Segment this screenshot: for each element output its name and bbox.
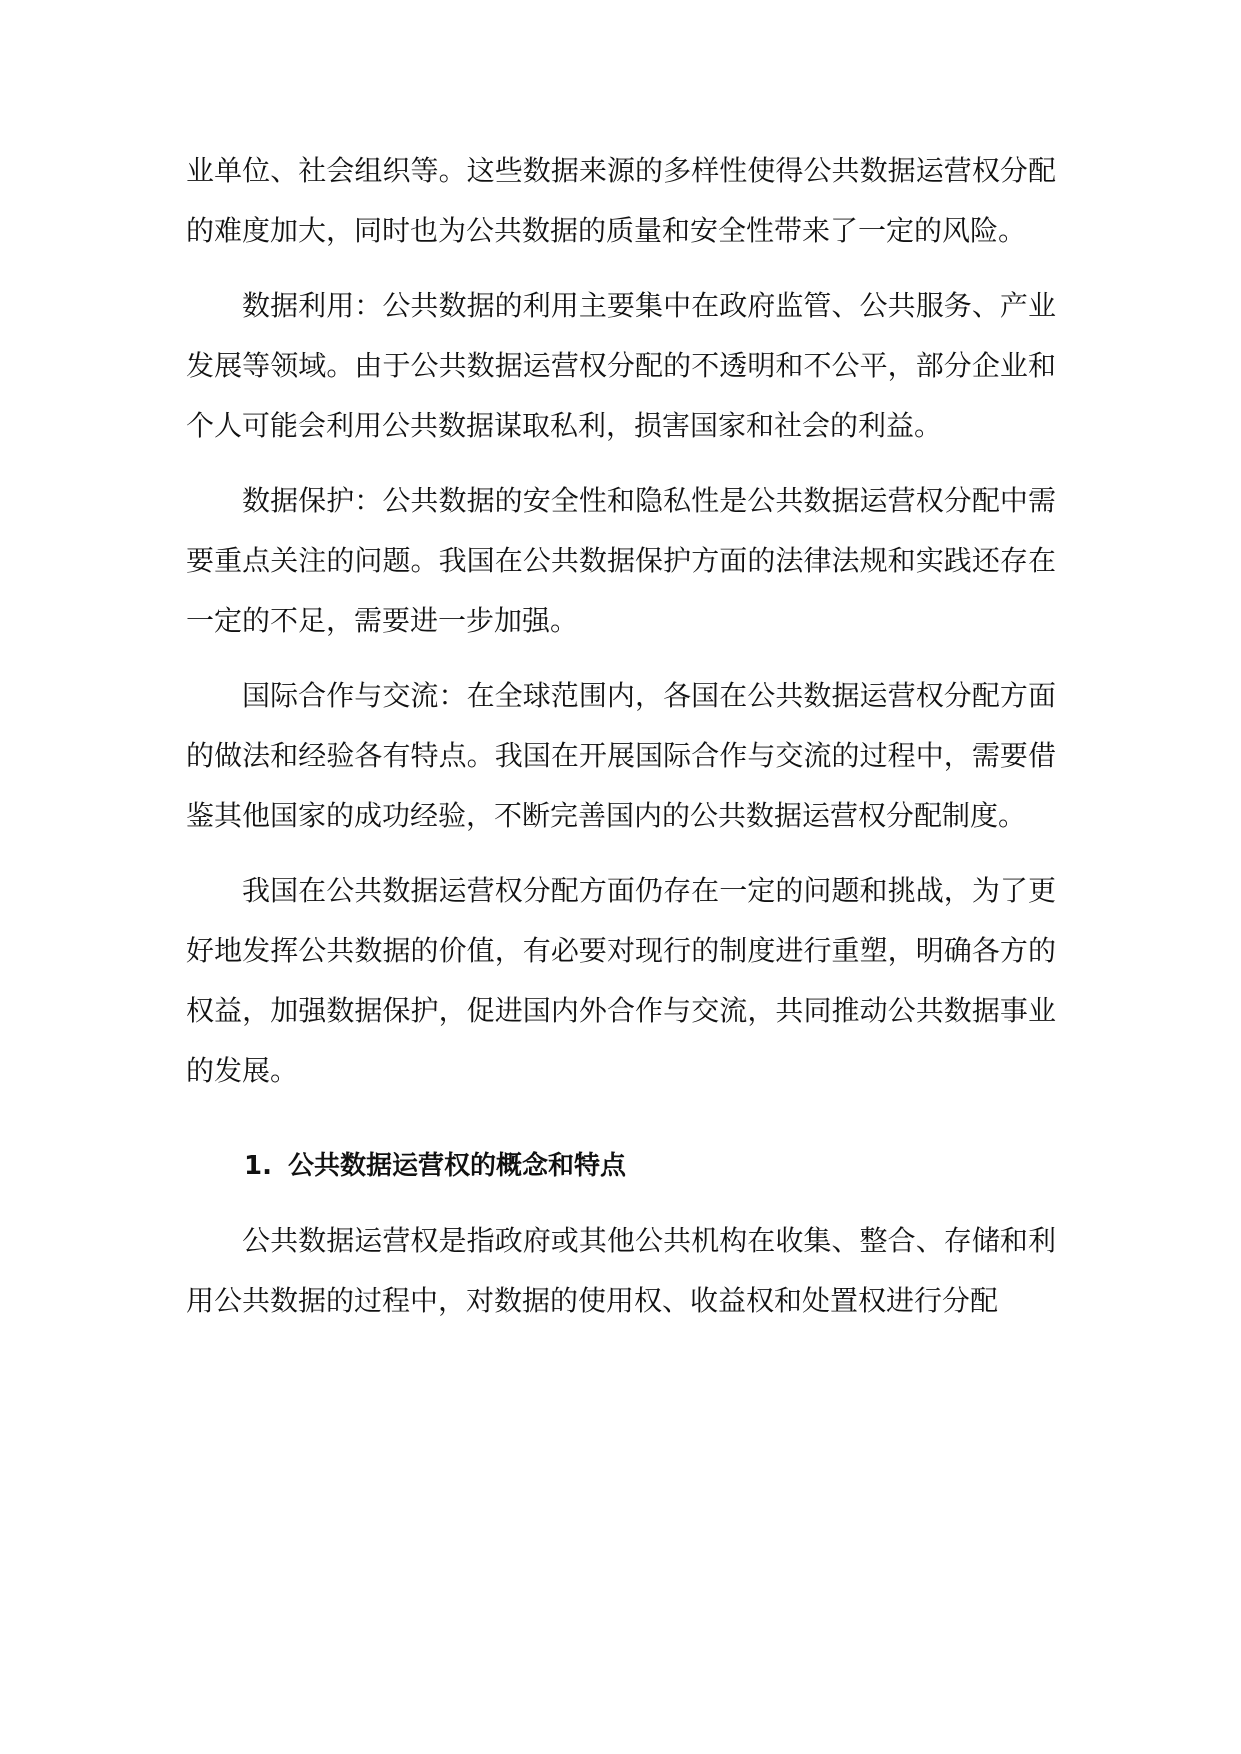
section-heading	[186, 1136, 1056, 1196]
section-title: 公共数据运营权的概念和特点	[287, 1151, 626, 1181]
paragraph-definition: 公共数据运营权是指政府或其他公共机构在收集、整合、存储和利用公共数据的过程中，对数据的使用权、收益权和处置权进行分配	[186, 1224, 1056, 1317]
section-number: 1.	[244, 1151, 272, 1181]
paragraph-international-cooperation: 国际合作与交流：在全球范围内，各国在公共数据运营权分配方面的做法和经验各有特点。我国在开展国际合作与交流的过程中，需要借鉴其他国家的成功经验，不断完善国内的公共数据运营权分配制度。	[186, 679, 1056, 832]
document-body	[186, 141, 1056, 1346]
paragraph-data-protection: 数据保护：公共数据的安全性和隐私性是公共数据运营权分配中需要重点关注的问题。我国在公共数据保护方面的法律法规和实践还存在一定的不足，需要进一步加强。	[186, 484, 1056, 637]
paragraph-data-usage: 数据利用：公共数据的利用主要集中在政府监管、公共服务、产业发展等领域。由于公共数据运营权分配的不透明和不公平，部分企业和个人可能会利用公共数据谋取私利，损害国家和社会的利益。	[186, 289, 1056, 442]
paragraph-summary: 我国在公共数据运营权分配方面仍存在一定的问题和挑战，为了更好地发挥公共数据的价值，有必要对现行的制度进行重塑，明确各方的权益，加强数据保护，促进国内外合作与交流，共同推动公共数据事业的发展。	[186, 874, 1056, 1087]
paragraph-continuation: 业单位、社会组织等。这些数据来源的多样性使得公共数据运营权分配的难度加大，同时也为公共数据的质量和安全性带来了一定的风险。	[186, 154, 1056, 247]
